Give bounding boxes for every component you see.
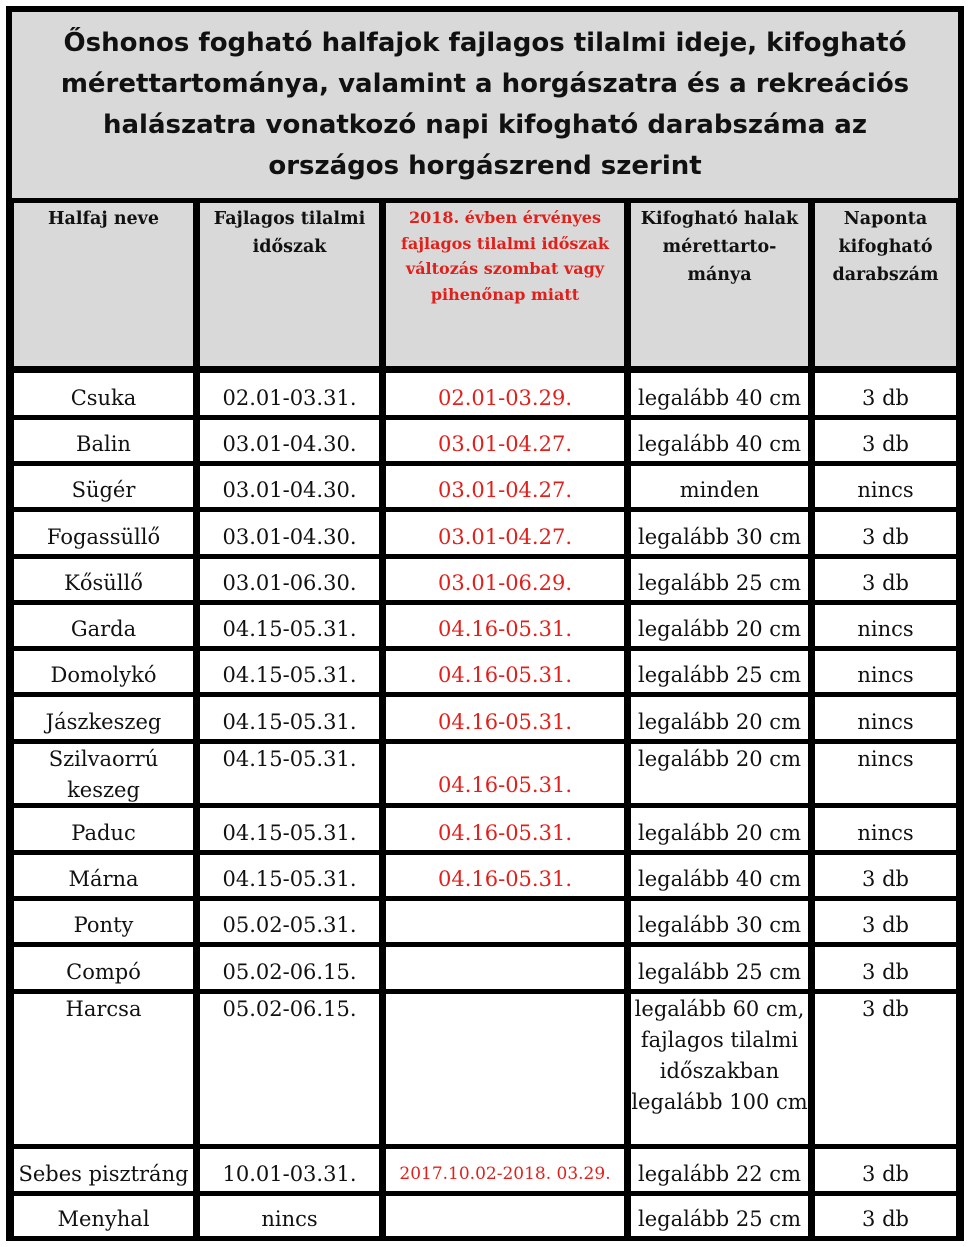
- cell-text: Balin: [76, 432, 131, 456]
- column-header-line: Fajlagos tilalmi: [213, 209, 366, 229]
- cell-text: Garda: [70, 617, 137, 641]
- table-cell-period: [200, 466, 379, 507]
- cell-text: legalább 25 cm: [638, 1207, 801, 1231]
- cell-text: legalább 60 cm,: [634, 997, 805, 1021]
- table-cell-change: [386, 901, 624, 942]
- cell-text: Menyhal: [57, 1207, 150, 1231]
- table-cell-species: [14, 512, 193, 554]
- table-cell-species: [14, 994, 193, 1144]
- column-header-line: Naponta: [843, 209, 928, 229]
- table-cell-count: [815, 1196, 956, 1236]
- table-cell-period: [200, 947, 379, 989]
- column-header: [14, 203, 193, 366]
- cell-text: 3 db: [862, 913, 909, 937]
- cell-text: Fogassüllő: [46, 525, 161, 549]
- cell-text: 03.01-04.30.: [222, 432, 357, 456]
- table-cell-period: [200, 559, 379, 600]
- table-cell-size: [631, 697, 808, 739]
- column-header: [386, 203, 624, 366]
- column-header: [631, 203, 808, 366]
- cell-text: nincs: [857, 747, 914, 771]
- table-cell-size: [631, 1196, 808, 1236]
- cell-text: 04.16-05.31.: [437, 867, 572, 891]
- table-cell-species: [14, 947, 193, 989]
- cell-text: legalább 100 cm: [631, 1090, 808, 1114]
- table-cell-species: [14, 605, 193, 646]
- column-header-line: pihenőnap miatt: [430, 284, 580, 304]
- cell-text: legalább 20 cm: [638, 710, 801, 734]
- table-cell-change: [386, 1149, 624, 1191]
- table-cell-period: [200, 855, 379, 896]
- column-header-line: mánya: [687, 265, 752, 285]
- table-cell-change: [386, 420, 624, 461]
- cell-text: 02.01-03.31.: [222, 386, 357, 410]
- cell-text: Domolykó: [50, 663, 157, 687]
- table-cell-period: [200, 605, 379, 646]
- column-header-line: változás szombat vagy: [405, 259, 605, 278]
- table-cell-change: [386, 994, 624, 1144]
- cell-text: 3 db: [862, 525, 909, 549]
- column-header-line: Kifogható halak: [640, 209, 799, 229]
- table-cell-count: [815, 373, 956, 415]
- table-cell-period: [200, 1196, 379, 1236]
- cell-text: legalább 25 cm: [638, 960, 801, 984]
- table-cell-change: [386, 744, 624, 803]
- cell-text: Compó: [66, 960, 141, 984]
- cell-text: nincs: [857, 617, 914, 641]
- table-cell-period: [200, 512, 379, 554]
- cell-text: 04.16-05.31.: [437, 710, 572, 734]
- table-cell-species: [14, 373, 193, 415]
- cell-text: 03.01-06.29.: [437, 571, 572, 595]
- table-cell-change: [386, 808, 624, 850]
- table-cell-species: [14, 1149, 193, 1191]
- cell-text: legalább 40 cm: [638, 867, 801, 891]
- cell-text: 04.16-05.31.: [437, 821, 572, 845]
- table-cell-change: [386, 855, 624, 896]
- table-cell-size: [631, 605, 808, 646]
- cell-text: Kősüllő: [64, 571, 143, 595]
- cell-text: 03.01-04.30.: [222, 525, 357, 549]
- cell-text: 03.01-06.30.: [222, 571, 357, 595]
- table-cell-species: [14, 855, 193, 896]
- table-cell-change: [386, 1196, 624, 1236]
- table-cell-change: [386, 466, 624, 507]
- cell-text: legalább 20 cm: [638, 747, 801, 771]
- cell-text: keszeg: [67, 778, 140, 802]
- table-cell-change: [386, 651, 624, 692]
- cell-text: 3 db: [862, 1207, 909, 1231]
- cell-text: 3 db: [862, 571, 909, 595]
- table-cell-change: [386, 947, 624, 989]
- cell-text: legalább 30 cm: [638, 525, 801, 549]
- table-cell-species: [14, 808, 193, 850]
- cell-text: 03.01-04.27.: [437, 478, 572, 502]
- cell-text: Harcsa: [65, 997, 142, 1021]
- cell-text: 05.02-06.15.: [222, 997, 357, 1021]
- table-cell-period: [200, 373, 379, 415]
- table-cell-size: [631, 420, 808, 461]
- cell-text: 3 db: [862, 867, 909, 891]
- cell-text: időszakban: [659, 1059, 780, 1083]
- column-header-line: fajlagos tilalmi időszak: [401, 233, 609, 253]
- table-cell-species: [14, 466, 193, 507]
- cell-text: 04.15-05.31.: [222, 617, 357, 641]
- cell-text: 04.15-05.31.: [222, 821, 357, 845]
- table-cell-period: [200, 901, 379, 942]
- cell-text: legalább 40 cm: [638, 386, 801, 410]
- table-cell-change: [386, 512, 624, 554]
- cell-text: 3 db: [862, 1162, 909, 1186]
- table-cell-period: [200, 744, 379, 803]
- column-header-line: mérettarto-: [662, 237, 777, 257]
- table-cell-species: [14, 420, 193, 461]
- table-cell-change: [386, 373, 624, 415]
- cell-text: 04.16-05.31.: [437, 663, 572, 687]
- cell-text: 3 db: [862, 386, 909, 410]
- cell-text: Jászkeszeg: [45, 710, 162, 734]
- table-title: Őshonos fogható halfajok fajlagos tilalmi ideje, kifogható mérettartománya, valamint a horgászatra és a rekreációs halászatra vonatkozó napi kifogható darabszáma az országos horgászrend szerint: [12, 12, 958, 198]
- table-cell-size: [631, 744, 808, 803]
- cell-text: Paduc: [71, 821, 136, 845]
- table-cell-count: [815, 1149, 956, 1191]
- cell-text: nincs: [857, 821, 914, 845]
- cell-text: 04.15-05.31.: [222, 867, 357, 891]
- cell-text: 04.15-05.31.: [222, 710, 357, 734]
- cell-text: minden: [679, 478, 760, 502]
- table-cell-count: [815, 947, 956, 989]
- cell-text: 03.01-04.27.: [437, 525, 572, 549]
- cell-text: 03.01-04.27.: [437, 432, 572, 456]
- column-header-line: Halfaj neve: [48, 209, 159, 229]
- cell-text: 04.15-05.31.: [222, 747, 357, 771]
- table-cell-species: [14, 559, 193, 600]
- table-cell-count: [815, 559, 956, 600]
- table-cell-period: [200, 697, 379, 739]
- table-cell-count: [815, 697, 956, 739]
- table-cell-size: [631, 947, 808, 989]
- cell-text: nincs: [261, 1207, 318, 1231]
- cell-text: legalább 25 cm: [638, 571, 801, 595]
- table-cell-change: [386, 697, 624, 739]
- table-cell-species: [14, 744, 193, 803]
- table-cell-size: [631, 855, 808, 896]
- table-cell-period: [200, 808, 379, 850]
- cell-text: 02.01-03.29.: [437, 386, 572, 410]
- cell-text: 03.01-04.30.: [222, 478, 357, 502]
- table-cell-size: [631, 994, 808, 1144]
- table-cell-size: [631, 512, 808, 554]
- cell-text: Ponty: [73, 913, 134, 937]
- column-header-line: kifogható: [838, 237, 933, 257]
- cell-text: Márna: [68, 867, 139, 891]
- column-header-line: 2018. évben érvényes: [409, 208, 601, 227]
- table-cell-period: [200, 1149, 379, 1191]
- cell-text: 2017.10.02-2018. 03.29.: [399, 1164, 611, 1184]
- cell-text: 3 db: [862, 997, 909, 1021]
- cell-text: 10.01-03.31.: [222, 1162, 357, 1186]
- table-cell-period: [200, 994, 379, 1144]
- table-cell-species: [14, 697, 193, 739]
- table-cell-size: [631, 808, 808, 850]
- cell-text: nincs: [857, 478, 914, 502]
- cell-text: legalább 20 cm: [638, 821, 801, 845]
- cell-text: 3 db: [862, 960, 909, 984]
- cell-text: nincs: [857, 663, 914, 687]
- table-cell-species: [14, 901, 193, 942]
- cell-text: 3 db: [862, 432, 909, 456]
- table-cell-species: [14, 1196, 193, 1236]
- table-cell-size: [631, 1149, 808, 1191]
- table-cell-change: [386, 605, 624, 646]
- cell-text: fajlagos tilalmi: [640, 1028, 799, 1052]
- table-cell-size: [631, 466, 808, 507]
- table-cell-count: [815, 901, 956, 942]
- column-header-line: darabszám: [832, 265, 939, 285]
- table-cell-size: [631, 901, 808, 942]
- cell-text: Sügér: [71, 478, 136, 502]
- column-header: [200, 203, 379, 366]
- column-header: [815, 203, 956, 366]
- table-cell-change: [386, 559, 624, 600]
- table-cell-size: [631, 373, 808, 415]
- table-cell-count: [815, 512, 956, 554]
- cell-text: Csuka: [70, 386, 137, 410]
- cell-text: legalább 22 cm: [638, 1162, 801, 1186]
- table-cell-period: [200, 651, 379, 692]
- column-header-line: időszak: [252, 237, 327, 257]
- cell-text: 05.02-06.15.: [222, 960, 357, 984]
- table-cell-count: [815, 420, 956, 461]
- cell-text: legalább 40 cm: [638, 432, 801, 456]
- table-cell-period: [200, 420, 379, 461]
- cell-text: legalább 30 cm: [638, 913, 801, 937]
- table-cell-count: [815, 605, 956, 646]
- table-cell-count: [815, 466, 956, 507]
- table-cell-count: [815, 651, 956, 692]
- cell-text: legalább 20 cm: [638, 617, 801, 641]
- table-cell-count: [815, 744, 956, 803]
- table-cell-count: [815, 808, 956, 850]
- cell-text: 04.16-05.31.: [437, 617, 572, 641]
- table-cell-count: [815, 994, 956, 1144]
- cell-text: 04.16-05.31.: [437, 773, 572, 797]
- cell-text: 05.02-05.31.: [222, 913, 357, 937]
- cell-text: 04.15-05.31.: [222, 663, 357, 687]
- table-cell-size: [631, 651, 808, 692]
- cell-text: Sebes pisztráng: [18, 1162, 189, 1186]
- cell-text: Szilvaorrú: [48, 747, 159, 771]
- cell-text: nincs: [857, 710, 914, 734]
- table-cell-count: [815, 855, 956, 896]
- table-cell-species: [14, 651, 193, 692]
- cell-text: legalább 25 cm: [638, 663, 801, 687]
- table-cell-size: [631, 559, 808, 600]
